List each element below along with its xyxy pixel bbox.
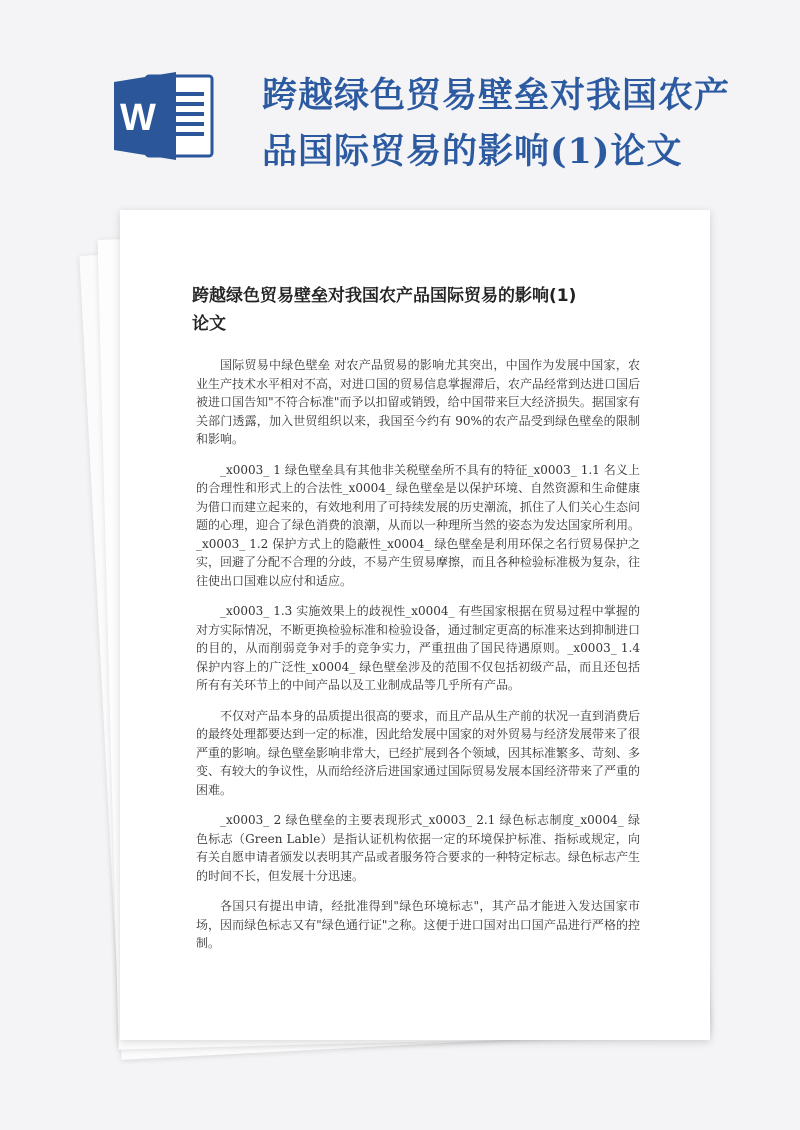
paragraph: _x0003_ 2 绿色壁垒的主要表现形式_x0003_ 2.1 绿色标志制度_x0004_ 绿色标志（Green Lable）是指认证机构依据一定的环境保护标准、指标或规定，向有关自愿申请者颁发以表明其产品或者服务符合要求的一种特定标志。绿色标志产生的时间不长，但发展十分迅速。 (196, 813, 641, 883)
page-header (0, 0, 800, 200)
paragraph: 国际贸易中绿色壁垒 对农产品贸易的影响尤其突出，中国作为发展中国家，农业生产技术水平相对不高，对进口国的贸易信息掌握滞后，农产品经常到达进口国后被进口国告知"不符合标准"而予以扣留或销毁，给中国带来巨大经济损失。据国家有关部门透露，加入世贸组织以来，我国至今约有 90%的农产品受到绿色壁垒的限制和影响。 (196, 358, 641, 446)
document-title (192, 282, 662, 338)
paragraph: 各国只有提出申请，经批准得到"绿色环境标志"，其产品才能进入发达国家市场，因而绿色标志又有"绿色通行证"之称。这便于进口国对出口国产品进行严格的控制。 (196, 899, 640, 950)
document-title-line2: 论文 (192, 314, 226, 334)
header-title-line2: 品国际贸易的影响(1)论文 (262, 131, 683, 172)
header-title-line1: 跨越绿色贸易壁垒对我国农产 (262, 75, 731, 116)
paragraph: 不仅对产品本身的品质提出很高的要求，而且产品从生产前的状况一直到消费后的最终处理都要达到一定的标准，因此给发展中国家的对外贸易与经济发展带来了很严重的影响。绿色壁垒影响非常大，已经扩展到各个领域，因其标准繁多、苛刻、多变、有较大的争议性，从而给经济后进国家通过国际贸易发展本国经济带来了严重的困难。 (196, 708, 641, 797)
document-body (196, 356, 640, 965)
header-title (262, 68, 782, 180)
document-title-line1: 跨越绿色贸易壁垒对我国农产品国际贸易的影响(1) (192, 286, 577, 306)
svg-text:W: W (120, 97, 156, 139)
paragraph: _x0003_ 1.3 实施效果上的歧视性_x0004_ 有些国家根据在贸易过程中掌握的对方实际情况，不断更换检验标准和检验设备，通过制定更高的标准来达到抑制进口的目的，从而削弱竞争对手的竞争实力，严重扭曲了国民待遇原则。_x0003_ 1.4 保护内容上的广泛性_x0004_ 绿色壁垒涉及的范围不仅包括初级产品，而且还包括所有有关环节上的中间产品以及工业制成品等几乎所有产品。 (196, 604, 641, 692)
word-icon (112, 70, 216, 162)
document-page (120, 210, 710, 1040)
paragraph: _x0003_ 1 绿色壁垒具有其他非关税壁垒所不具有的特征_x0003_ 1.1 名义上的合理性和形式上的合法性_x0004_ 绿色壁垒是以保护环境、自然资源和生命健康为借口而建立起来的，有效地利用了可持续发展的历史潮流，抓住了人们关心生态问题的心理，迎合了绿色消费的浪潮，从而以一种理所当然的姿态为发达国家所利用。_x0003_ 1.2 保护方式上的隐蔽性_x0004_ 绿色壁垒是利用环保之名行贸易保护之实，回避了分配不合理的分歧，不易产生贸易摩擦，而且各种检验标准极为复杂，往往使出口国难以应付和适应。 (196, 462, 641, 588)
